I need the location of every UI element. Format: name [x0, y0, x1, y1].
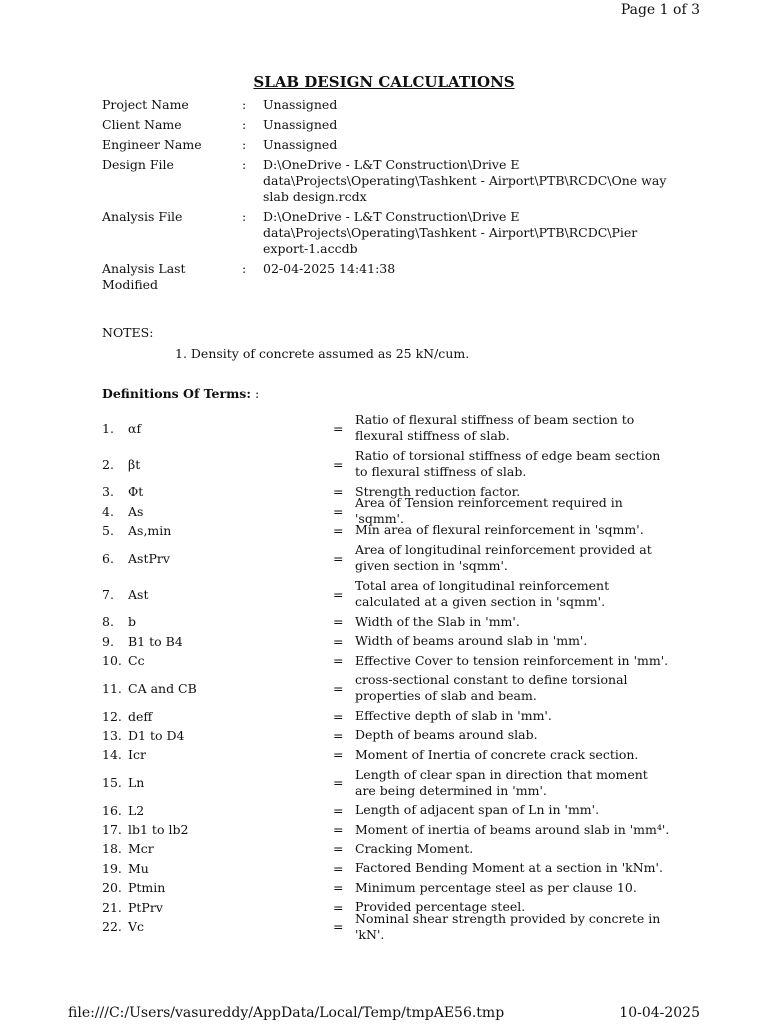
- definition-description: Ratio of flexural stiffness of beam section to flexural stiffness of slab.: [355, 412, 635, 443]
- definition-equals: =: [333, 680, 344, 696]
- definitions-heading: [102, 386, 259, 401]
- definition-term: Icr: [128, 747, 146, 763]
- definition-description: Area of longitudinal reinforcement provided at given section in 'sqmm'.: [355, 542, 652, 574]
- definition-description: Min area of flexural reinforcement in 'sqmm'.: [355, 522, 644, 538]
- definition-number: 8.: [102, 614, 114, 630]
- definition-term: Ptmin: [128, 880, 166, 896]
- definition-term: CA and CB: [128, 680, 197, 696]
- definition-equals: =: [333, 633, 344, 649]
- definition-description: Minimum percentage steel as per clause 10.: [355, 879, 637, 895]
- definition-row: [102, 651, 672, 670]
- definition-term: As: [128, 503, 144, 519]
- definition-term: AstPrv: [128, 550, 170, 566]
- definition-row: [102, 576, 672, 612]
- definition-term: Cc: [128, 653, 145, 669]
- definition-number: 1.: [102, 420, 114, 436]
- definition-description: Width of the Slab in 'mm'.: [355, 613, 520, 629]
- definition-row: [102, 410, 672, 446]
- analysis-file-row: [102, 209, 672, 257]
- definition-number: 9.: [102, 633, 114, 649]
- definition-equals: =: [333, 775, 344, 791]
- definition-description: Effective Cover to tension reinforcement in 'mm'.: [355, 652, 669, 668]
- definition-row: [102, 521, 672, 540]
- definition-equals: =: [333, 880, 344, 896]
- definition-row: [102, 446, 672, 482]
- definition-equals: =: [333, 822, 344, 838]
- definition-term: As,min: [128, 522, 172, 538]
- definition-number: 17.: [102, 822, 122, 838]
- definition-row: [102, 612, 672, 631]
- definition-row: [102, 706, 672, 725]
- definition-number: 6.: [102, 550, 114, 566]
- info-label: Design File: [102, 157, 174, 172]
- definition-term: βt: [128, 456, 141, 472]
- definition-description: Factored Bending Moment at a section in 'kNm'.: [355, 860, 663, 876]
- definition-term: Ast: [128, 586, 149, 602]
- definition-row: [102, 726, 672, 745]
- definition-equals: =: [333, 708, 344, 724]
- info-label: Analysis File: [102, 209, 183, 224]
- document-title: SLAB DESIGN CALCULATIONS: [253, 73, 515, 91]
- client-name-row: [102, 117, 672, 133]
- definition-number: 12.: [102, 708, 122, 724]
- definition-number: 15.: [102, 775, 122, 791]
- definition-equals: =: [333, 747, 344, 763]
- definition-number: 7.: [102, 586, 114, 602]
- definition-equals: =: [333, 860, 344, 876]
- analysis-modified-row: [102, 261, 672, 293]
- definition-description: Area of Tension reinforcement required in 'sqmm'.: [355, 495, 623, 527]
- definition-row: [102, 820, 672, 839]
- definition-description: cross-sectional constant to define torsional properties of slab and beam.: [355, 672, 628, 704]
- definition-equals: =: [333, 550, 344, 566]
- info-value: Unassigned: [263, 137, 338, 152]
- definitions-list: [102, 410, 672, 942]
- definition-equals: =: [333, 802, 344, 818]
- definition-number: 3.: [102, 484, 114, 500]
- definition-row: [102, 859, 672, 878]
- definition-number: 4.: [102, 503, 114, 519]
- definition-equals: =: [333, 420, 344, 436]
- definition-description: Moment of Inertia of concrete crack section.: [355, 746, 639, 762]
- project-name-row: [102, 97, 672, 113]
- definition-term: B1 to B4: [128, 633, 183, 649]
- definition-description: Depth of beams around slab.: [355, 727, 538, 743]
- definition-description: Ratio of torsional stiffness of edge beam section to flexural stiffness of slab.: [355, 448, 661, 479]
- definition-number: 5.: [102, 522, 114, 538]
- definition-row: [102, 878, 672, 897]
- definition-row: [102, 745, 672, 764]
- info-colon: :: [242, 137, 247, 152]
- definition-equals: =: [333, 653, 344, 669]
- definition-equals: =: [333, 899, 344, 915]
- note-item: 1. Density of concrete assumed as 25 kN/cum.: [175, 346, 470, 361]
- definition-equals: =: [333, 522, 344, 538]
- definition-term: deff: [128, 708, 153, 724]
- info-value: D:\OneDrive - L&T Construction\Drive E data\Projects\Operating\Tashkent - Airport\PTB\RCDC\One way slab design.rcdx: [263, 157, 667, 204]
- definition-number: 20.: [102, 880, 122, 896]
- definition-description: Length of clear span in direction that moment are being determined in 'mm'.: [355, 766, 648, 798]
- definition-equals: =: [333, 503, 344, 519]
- definition-term: Φt: [128, 484, 144, 500]
- definition-term: lb1 to lb2: [128, 822, 189, 838]
- definition-equals: =: [333, 484, 344, 500]
- definition-number: 19.: [102, 860, 122, 876]
- definition-row: [102, 632, 672, 651]
- definitions-heading-text: Definitions Of Terms:: [102, 386, 251, 401]
- definition-term: Ln: [128, 775, 145, 791]
- info-label: Engineer Name: [102, 137, 202, 152]
- definitions-heading-suffix: :: [250, 386, 260, 401]
- info-value: D:\OneDrive - L&T Construction\Drive E data\Projects\Operating\Tashkent - Airport\PTB\RCDC\Pier export-1.accdb: [263, 209, 638, 256]
- definition-equals: =: [333, 727, 344, 743]
- definition-number: 18.: [102, 841, 122, 857]
- definition-term: Mu: [128, 860, 149, 876]
- definition-term: αf: [128, 420, 142, 436]
- page-number: Page 1 of 3: [620, 2, 700, 18]
- definition-term: Vc: [128, 919, 145, 935]
- engineer-name-row: [102, 137, 672, 153]
- definition-equals: =: [333, 919, 344, 935]
- definition-description: Cracking Moment.: [355, 840, 474, 856]
- definition-description: Length of adjacent span of Ln in 'mm'.: [355, 802, 600, 818]
- definition-term: PtPrv: [128, 899, 163, 915]
- definition-equals: =: [333, 456, 344, 472]
- info-colon: :: [242, 261, 247, 276]
- definition-equals: =: [333, 841, 344, 857]
- design-file-row: [102, 157, 672, 205]
- definition-number: 22.: [102, 919, 122, 935]
- definition-description: Nominal shear strength provided by concrete in 'kN'.: [355, 910, 661, 942]
- definition-term: D1 to D4: [128, 727, 185, 743]
- notes-label: NOTES:: [102, 325, 154, 340]
- definition-number: 13.: [102, 727, 122, 743]
- definition-description: Total area of longitudinal reinforcement calculated at a given section in 'sqmm'.: [355, 578, 610, 610]
- definition-equals: =: [333, 614, 344, 630]
- definition-description: Moment of inertia of beams around slab in 'mm⁴'.: [355, 821, 670, 837]
- definition-description: Width of beams around slab in 'mm'.: [355, 633, 588, 649]
- definition-row: [102, 670, 672, 706]
- definition-equals: =: [333, 586, 344, 602]
- definition-row: [102, 839, 672, 858]
- definition-number: 14.: [102, 747, 122, 763]
- definition-term: L2: [128, 802, 145, 818]
- project-info-table: [102, 97, 672, 297]
- definition-description: Effective depth of slab in 'mm'.: [355, 708, 552, 724]
- info-colon: :: [242, 157, 247, 172]
- info-value: 02-04-2025 14:41:38: [263, 261, 396, 276]
- definition-number: 2.: [102, 456, 114, 472]
- definition-row: [102, 910, 672, 942]
- info-colon: :: [242, 209, 247, 224]
- info-value: Unassigned: [263, 97, 338, 112]
- definition-row: [102, 540, 672, 576]
- info-label: Project Name: [102, 97, 189, 112]
- definition-row: [102, 765, 672, 801]
- definition-term: Mcr: [128, 841, 154, 857]
- definition-description: Provided percentage steel.: [355, 899, 526, 915]
- info-colon: :: [242, 97, 247, 112]
- info-colon: :: [242, 117, 247, 132]
- definition-row: [102, 495, 672, 527]
- definition-number: 11.: [102, 680, 122, 696]
- definition-description: Strength reduction factor.: [355, 483, 521, 499]
- footer-date: 10-04-2025: [619, 1005, 700, 1021]
- info-value: Unassigned: [263, 117, 338, 132]
- definition-row: [102, 801, 672, 820]
- footer-file-path: file:///C:/Users/vasureddy/AppData/Local/Temp/tmpAE56.tmp: [68, 1005, 505, 1021]
- definition-number: 21.: [102, 899, 122, 915]
- info-label: Client Name: [102, 117, 182, 132]
- definition-number: 10.: [102, 653, 122, 669]
- definition-term: b: [128, 614, 137, 630]
- definition-number: 16.: [102, 802, 122, 818]
- info-label: Analysis Last Modified: [102, 261, 186, 292]
